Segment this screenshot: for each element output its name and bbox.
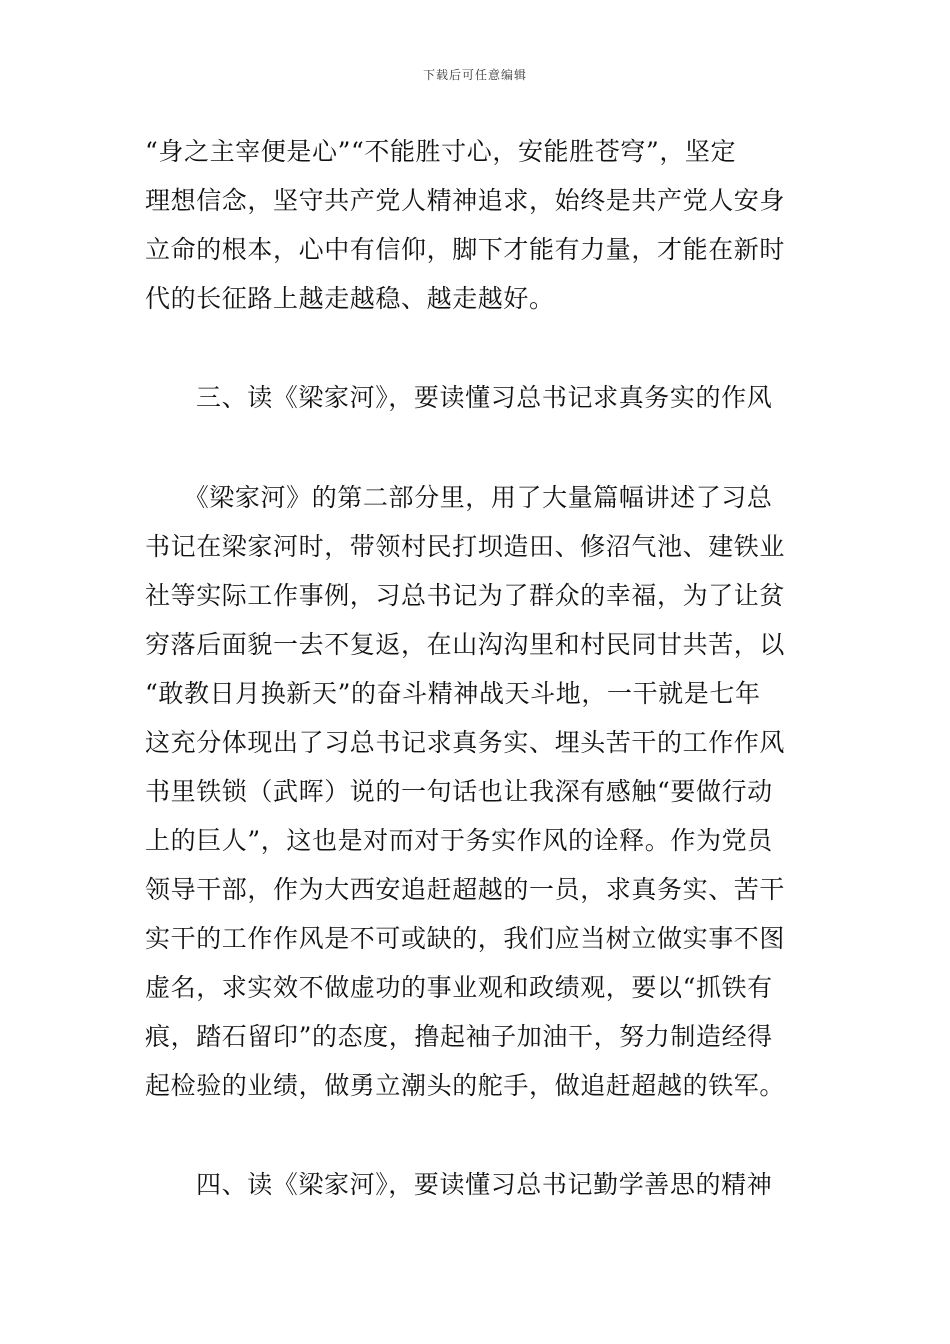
paragraph-2-line-13: 起检验的业绩，做勇立潮头的舵手，做追赶超越的铁军。	[145, 1071, 786, 1100]
paragraph-1-line-4: 代的长征路上越走越稳、越走越好。	[145, 284, 555, 313]
header-note: 下载后可任意编辑	[422, 68, 527, 82]
paragraph-2-line-8: 上的巨人”，这也是对而对于务实作风的诠释。作为党员	[145, 826, 773, 855]
paragraph-1-line-3: 立命的根本，心中有信仰，脚下才能有力量，才能在新时	[145, 235, 786, 264]
paragraph-2-line-1: 《梁家河》的第二部分里，用了大量篇幅讲述了习总	[145, 483, 773, 512]
paragraph-2-line-2: 书记在梁家河时，带领村民打坝造田、修沼气池、建铁业	[145, 532, 786, 561]
paragraph-2-line-11: 虚名，求实效不做虚功的事业观和政绩观，要以“抓铁有	[145, 973, 773, 1002]
section-heading-3: 三、读《梁家河》，要读懂习总书记求真务实的作风	[196, 383, 773, 412]
paragraph-2-line-10: 实干的工作作风是不可或缺的，我们应当树立做实事不图	[145, 924, 786, 953]
section-heading-4: 四、读《梁家河》，要读懂习总书记勤学善思的精神	[196, 1170, 773, 1199]
paragraph-2-line-12: 痕，踏石留印”的态度，撸起袖子加油干，努力制造经得	[145, 1022, 773, 1051]
paragraph-2-line-5: “敢教日月换新天”的奋斗精神战天斗地，一干就是七年	[145, 679, 761, 708]
paragraph-2-line-6: 这充分体现出了习总书记求真务实、埋头苦干的工作作风	[145, 728, 786, 757]
paragraph-1-line-2: 理想信念，坚守共产党人精神追求，始终是共产党人安身	[145, 186, 786, 215]
paragraph-2-line-3: 社等实际工作事例，习总书记为了群众的幸福，为了让贫	[145, 581, 786, 610]
paragraph-2-line-7: 书里铁锁（武晖）说的一句话也让我深有感触“要做行动	[145, 777, 773, 806]
paragraph-1-line-1: “身之主宰便是心”“不能胜寸心，安能胜苍穹”，坚定	[145, 137, 737, 166]
paragraph-2-line-4: 穷落后面貌一去不复返，在山沟沟里和村民同甘共苦，以	[145, 630, 786, 659]
paragraph-2-line-9: 领导干部，作为大西安追赶超越的一员，求真务实、苦干	[145, 875, 786, 904]
